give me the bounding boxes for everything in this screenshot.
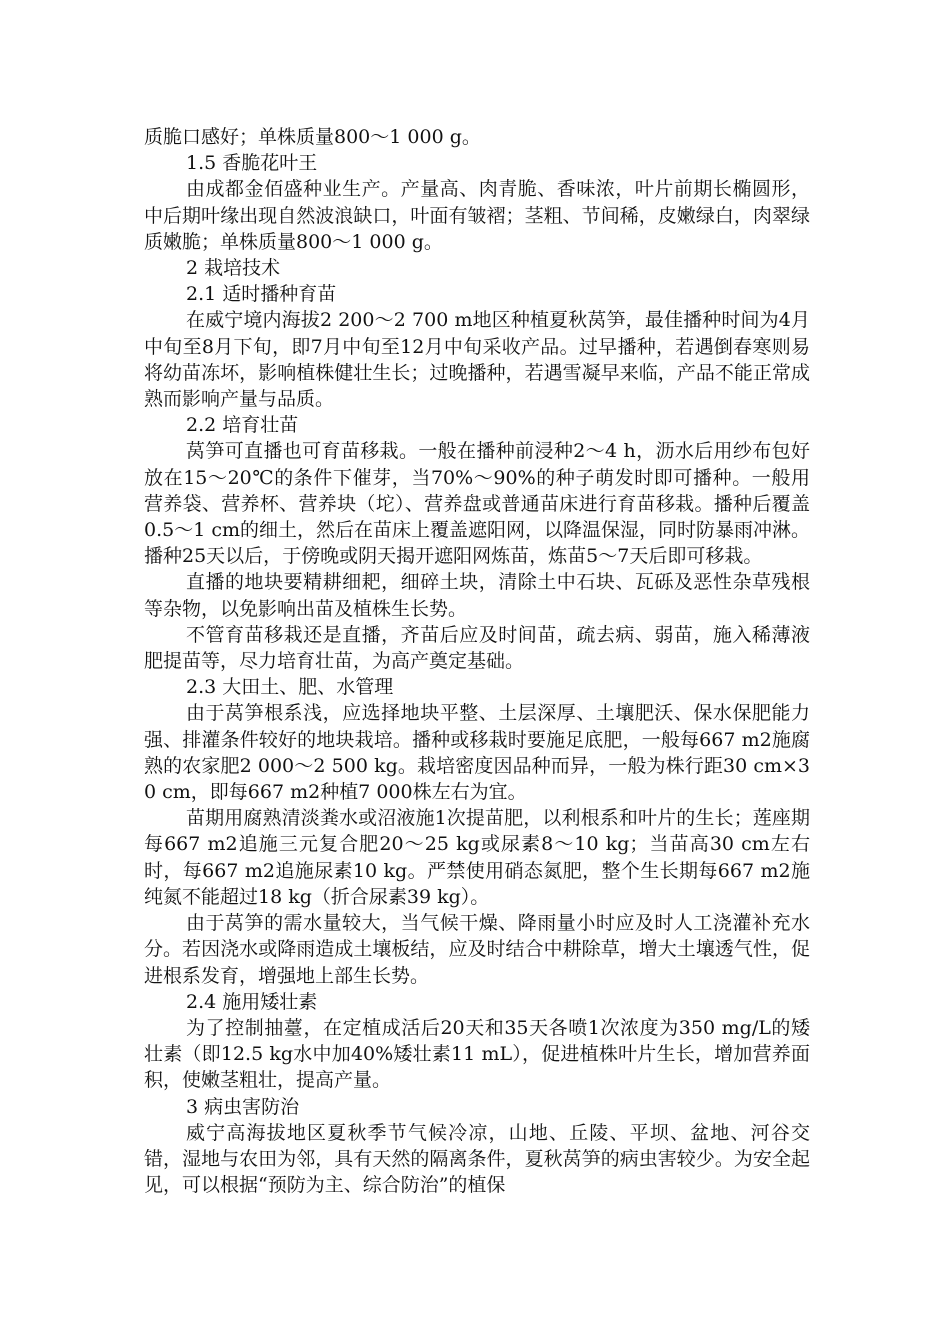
paragraph: 威宁高海拔地区夏秋季节气候冷凉，山地、丘陵、平坝、盆地、河谷交错，湿地与农田为邻，具有天然的隔离条件，夏秋莴笋的病虫害较少。为安全起见，可以根据“预防为主、综合防治”的植保 (144, 1121, 810, 1197)
paragraph: 由成都金佰盛种业生产。产量高、肉青脆、香味浓，叶片前期长椭圆形，中后期叶缘出现自然波浪缺口，叶面有皱褶；茎粗、节间稀，皮嫩绿白，肉翠绿质嫩脆；单株质量800～1 000 g。 (144, 178, 810, 253)
paragraph: 由于莴笋根系浅，应选择地块平整、土层深厚、土壤肥沃、保水保肥能力强、排灌条件较好的地块栽培。播种或移栽时要施足底肥，一般每667 m2施腐熟的农家肥2 000～2 500 kg。栽培密度因品种而异，一般为株行距30 cm×30 cm，即每667 m2种植7 000株左右为宜。 (144, 702, 810, 804)
paragraph: 不管育苗移栽还是直播，齐苗后应及时间苗，疏去病、弱苗，施入稀薄液肥提苗等，尽力培育壮苗，为高产奠定基础。 (144, 623, 810, 673)
section-heading-3: 3 病虫害防治 (186, 1095, 300, 1118)
paragraph-continuation: 质脆口感好；单株质量800～1 000 g。 (144, 126, 481, 148)
section-heading-2-3: 2.3 大田土、肥、水管理 (186, 676, 394, 699)
document-body (144, 124, 810, 1198)
paragraph: 莴笋可直播也可育苗移栽。一般在播种前浸种2～4 h，沥水后用纱布包好放在15～20℃的条件下催芽，当70%～90%的种子萌发时即可播种。一般用营养袋、营养杯、营养块（坨）、营养盘或普通苗床进行育苗移栽。播种后覆盖0.5～1 cm的细土，然后在苗床上覆盖遮阳网，以降温保湿，同时防暴雨冲淋。播种25天以后，于傍晚或阴天揭开遮阳网炼苗，炼苗5～7天后即可移栽。 (144, 440, 811, 568)
section-heading-2-1: 2.1 适时播种育苗 (186, 283, 337, 306)
paragraph: 苗期用腐熟清淡粪水或沼液施1次提苗肥，以利根系和叶片的生长；莲座期每667 m2追施三元复合肥20～25 kg或尿素8～10 kg；当苗高30 cm左右时，每667 m2追施尿素10 kg。严禁使用硝态氮肥，整个生长期每667 m2施纯氮不能超过18 kg（折合尿素39 kg）。 (144, 807, 810, 908)
paragraph: 直播的地块要精耕细耙，细碎土块，清除土中石块、瓦砾及恶性杂草残根等杂物，以免影响出苗及植株生长势。 (144, 571, 810, 620)
section-heading-1-5: 1.5 香脆花叶王 (186, 152, 318, 175)
section-heading-2-2: 2.2 培育壮苗 (186, 414, 299, 437)
section-heading-2-4: 2.4 施用矮壮素 (186, 990, 318, 1013)
section-heading-2: 2 栽培技术 (186, 257, 281, 280)
paragraph: 由于莴笋的需水量较大，当气候干燥、降雨量小时应及时人工浇灌补充水分。若因浇水或降雨造成土壤板结，应及时结合中耕除草，增大土壤透气性，促进根系发育，增强地上部生长势。 (144, 912, 810, 987)
paragraph: 在威宁境内海拔2 200～2 700 m地区种植夏秋莴笋，最佳播种时间为4月中旬至8月下旬，即7月中旬至12月中旬采收产品。过早播种，若遇倒春寒则易将幼苗冻坏，影响植株健壮生长；过晚播种，若遇雪凝早来临，产品不能正常成熟而影响产量与品质。 (144, 309, 810, 411)
paragraph: 为了控制抽薹，在定植成活后20天和35天各喷1次浓度为350 mg/L的矮壮素（即12.5 kg水中加40%矮壮素11 mL），促进植株叶片生长，增加营养面积，使嫩茎粗壮，提高产量。 (144, 1016, 810, 1092)
